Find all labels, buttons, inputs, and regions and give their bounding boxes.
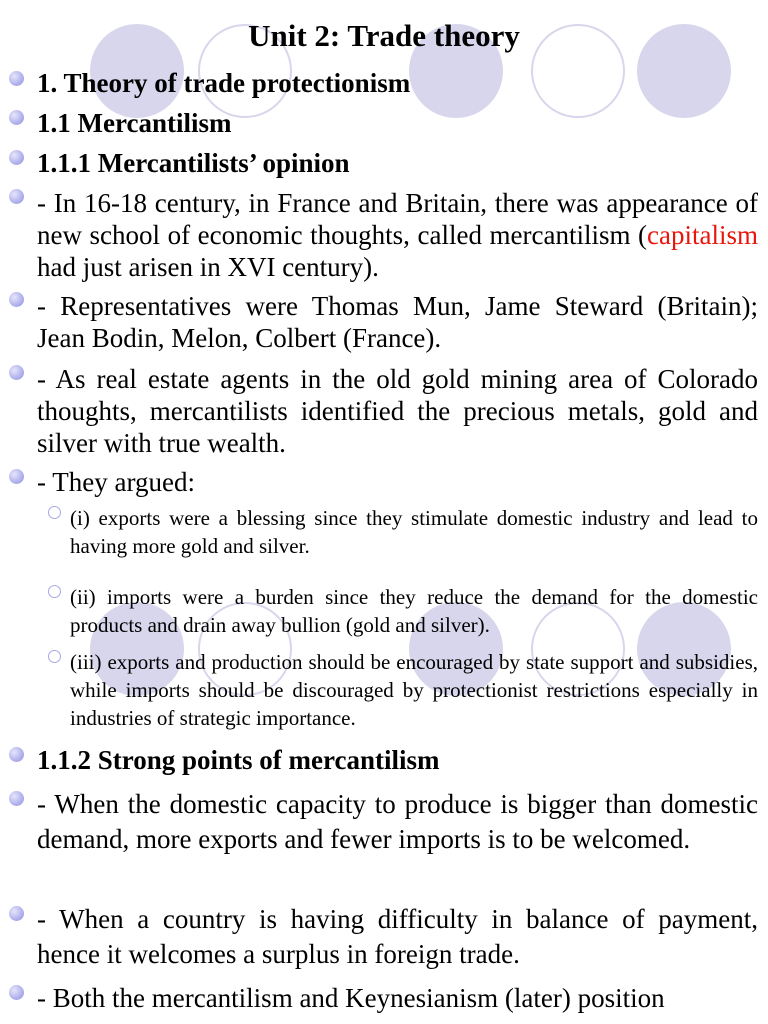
heading-strong-points: 1.1.2 Strong points of mercantilism (37, 745, 440, 775)
bullet-icon (9, 985, 24, 1000)
heading-theory-of-trade-protectionism: 1. Theory of trade protectionism (37, 68, 411, 98)
slide-title: Unit 2: Trade theory (248, 18, 520, 53)
bullet-icon (9, 71, 24, 86)
argument-imports: (ii) imports were a burden since they reduce the demand for the domestic products and drain away bullion (gold and silver). (70, 585, 758, 637)
paragraph-origin-text-end: had just arisen in XVI century). (37, 252, 379, 282)
bullet-icon (9, 189, 24, 204)
bullet-icon (9, 747, 24, 762)
heading-mercantilists-opinion: 1.1.1 Mercantilists’ opinion (37, 148, 350, 178)
paragraph-keynesianism: - Both the mercantilism and Keynesianism (later) position (37, 983, 665, 1013)
bullet-icon (9, 469, 24, 484)
bullet-icon (9, 292, 24, 307)
sub-bullet-icon (48, 650, 61, 663)
sub-bullet-icon (48, 585, 61, 598)
sub-bullet-icon (48, 506, 61, 519)
paragraph-origin-text: - In 16-18 century, in France and Britain, there was appearance of new school of economic thoughts, called mercantilism ( (37, 188, 758, 250)
highlight-capitalism: capitalism (647, 220, 758, 250)
paragraph-representatives: - Representatives were Thomas Mun, Jame Steward (Britain); Jean Bodin, Melon, Colbert (France). (37, 291, 758, 353)
bullet-icon (9, 110, 24, 125)
paragraph-wealth: - As real estate agents in the old gold mining area of Colorado thoughts, mercantilists identified the precious metals, gold and silver with true wealth. (37, 364, 758, 458)
bullet-icon (9, 791, 24, 806)
heading-mercantilism: 1.1 Mercantilism (37, 108, 232, 138)
argument-subsidies: (iii) exports and production should be encouraged by state support and subsidies, while imports should be discouraged by protectionist restrictions especially in industries of strategic importance. (70, 650, 758, 730)
bullet-icon (9, 365, 24, 380)
bullet-icon (9, 906, 24, 921)
paragraph-domestic-capacity: - When the domestic capacity to produce is bigger than domestic demand, more exports and fewer imports is to be welcomed. (37, 789, 758, 854)
bullet-icon (9, 150, 24, 165)
paragraph-balance-of-payment: - When a country is having difficulty in balance of payment, hence it welcomes a surplus in foreign trade. (37, 904, 758, 969)
paragraph-they-argued: - They argued: (37, 467, 195, 497)
argument-exports: (i) exports were a blessing since they stimulate domestic industry and lead to having more gold and silver. (70, 506, 758, 558)
paragraph-origin (37, 187, 758, 283)
